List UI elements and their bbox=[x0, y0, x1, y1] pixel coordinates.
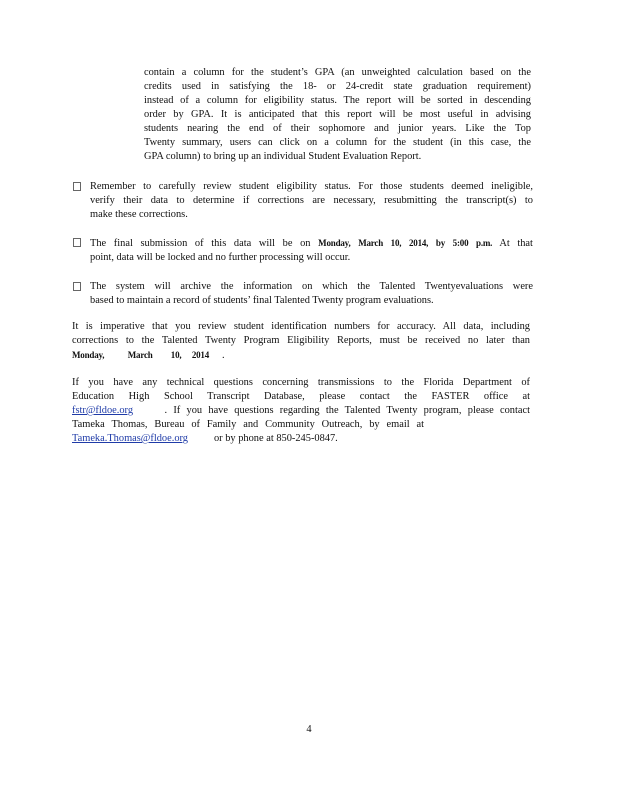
deadline-date: 10, bbox=[390, 238, 402, 248]
received-year: 2014 bbox=[191, 350, 210, 360]
bullet-icon bbox=[73, 282, 81, 291]
contact-paragraph bbox=[72, 376, 530, 446]
bullet-line: make these corrections. bbox=[90, 209, 188, 220]
contact-text: or by phone at 850-245-0847. bbox=[213, 433, 338, 444]
contact-text: . If you have questions regarding the Talented Twenty program, please contact bbox=[164, 405, 530, 416]
bullet-line: based to maintain a record of students’ final Talented Twenty program evaluations. bbox=[90, 295, 434, 306]
tameka-email-link[interactable]: Tameka.Thomas@fldoe.org bbox=[72, 433, 188, 444]
paragraph-line: students nearing the end of their sophomore and junior years. Like the Top bbox=[144, 123, 531, 134]
paragraph-line: contain a column for the student’s GPA (an unweighted calculation based on the bbox=[144, 67, 531, 78]
bullet-icon bbox=[73, 238, 81, 247]
paragraph-line: order by GPA. It is anticipated that this report will be most useful in advising bbox=[144, 109, 531, 120]
paragraph-line: credits used in satisfying the 18- or 24-credit state graduation requirement) bbox=[144, 81, 531, 92]
bullet-icon bbox=[73, 182, 81, 191]
paragraph-line: If you have any technical questions concerning transmissions to the Florida Department of bbox=[72, 377, 530, 388]
paragraph-line: It is imperative that you review student identification numbers for accuracy. All data, including bbox=[72, 321, 530, 332]
bullet-line: point, data will be locked and no further processing will occur. bbox=[90, 252, 351, 263]
bullet-final-submission bbox=[90, 236, 533, 265]
bullet-line bbox=[90, 236, 533, 251]
deadline-ampm: p.m. bbox=[476, 238, 493, 248]
paragraph-line: instead of a column for eligibility status. The report will be sorted in descending bbox=[144, 95, 531, 106]
bullet-line: verify their data to determine if corrections are necessary, resubmitting the transcript(s) to bbox=[90, 195, 533, 206]
paragraph-line: Tameka Thomas, Bureau of Family and Community Outreach, by email at bbox=[72, 419, 424, 430]
bullet-line: Remember to carefully review student eligibility status. For those students deemed ineligible, bbox=[90, 181, 533, 192]
bullet-archive bbox=[90, 280, 533, 308]
faster-email-link[interactable]: fstr@fldoe.org bbox=[72, 405, 134, 416]
paragraph-line: Education High School Transcript Database, please contact the FASTER office at bbox=[72, 391, 530, 402]
submission-text: At that bbox=[499, 238, 533, 249]
submission-text: The final submission of this data will be on bbox=[90, 238, 311, 249]
bullet-review-eligibility bbox=[90, 180, 533, 222]
received-date: 10, bbox=[170, 350, 182, 360]
paragraph-line: Twenty summary, users can click on a column for the student (in this case, the bbox=[144, 137, 531, 148]
paragraph-line bbox=[72, 348, 530, 363]
page-number: 4 bbox=[306, 724, 312, 735]
paragraph-line: corrections to the Talented Twenty Program Eligibility Reports, must be received no later than bbox=[72, 335, 530, 346]
deadline-day: Monday, bbox=[318, 238, 351, 248]
received-month: March bbox=[127, 350, 153, 360]
imperative-paragraph bbox=[72, 320, 530, 363]
continuation-paragraph bbox=[144, 66, 531, 164]
paragraph-line bbox=[72, 432, 530, 446]
paragraph-line: GPA column) to bring up an individual Student Evaluation Report. bbox=[144, 151, 422, 162]
paragraph-line bbox=[72, 404, 530, 418]
received-day: Monday, bbox=[72, 350, 105, 360]
deadline-year: 2014, bbox=[408, 238, 429, 248]
deadline-month: March bbox=[358, 238, 384, 248]
deadline-time: 5:00 bbox=[452, 238, 469, 248]
deadline-by: by bbox=[435, 238, 446, 248]
bullet-line: The system will archive the information on which the Talented Twentyevaluations were bbox=[90, 281, 533, 292]
period: . bbox=[222, 350, 225, 361]
